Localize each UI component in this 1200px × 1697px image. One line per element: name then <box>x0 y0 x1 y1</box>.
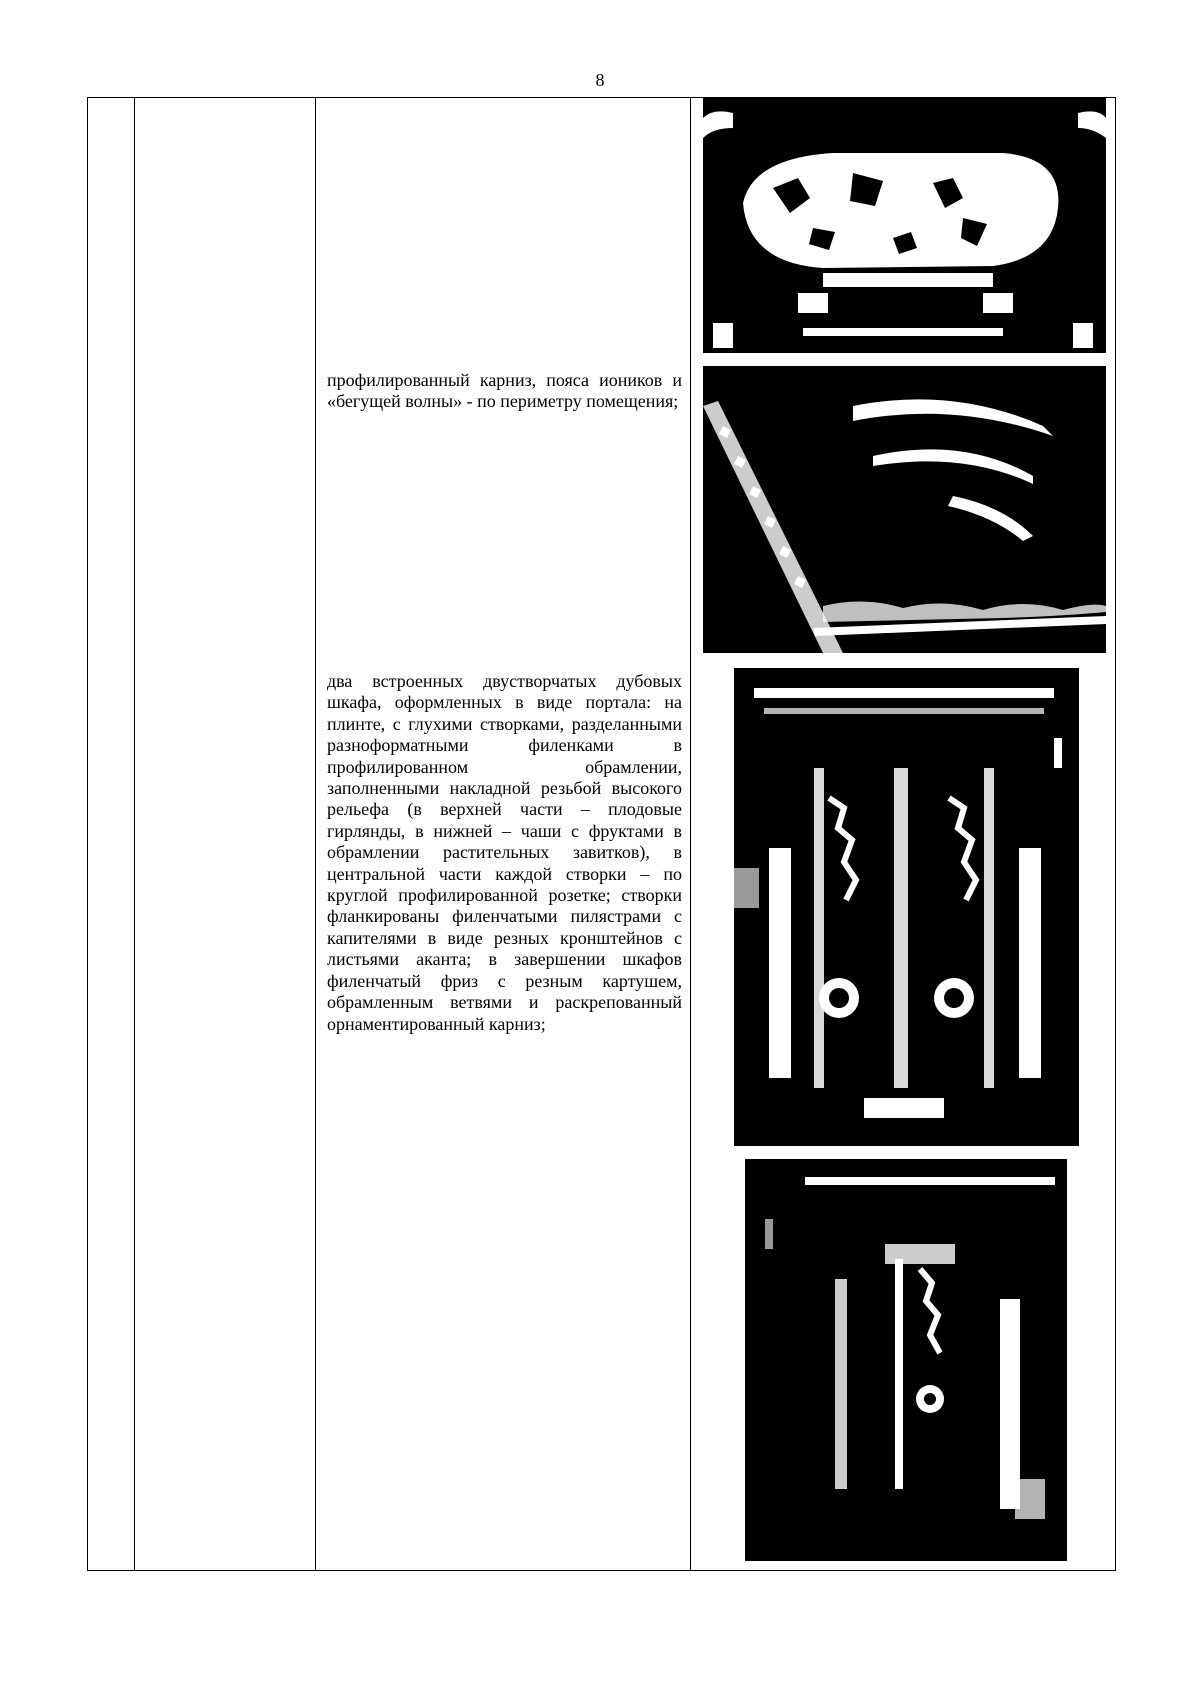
column-divider <box>690 98 691 1570</box>
column-divider <box>134 98 135 1570</box>
cornice-photo <box>703 366 1106 653</box>
description-cornice: профилированный карниз, пояса иоников и «бегущей волны» - по периметру помещения; <box>327 370 682 412</box>
description-table <box>87 97 1116 1571</box>
page-number: 8 <box>595 70 605 90</box>
ceiling-cartouche-photo <box>703 98 1106 353</box>
column-divider <box>315 98 316 1570</box>
description-cabinets: два встроенных двустворчатых дубовых шкафа, оформленных в виде портала: на плинте, с глухими створками, разделанными разноформатными филенками в профилированном обрамлении, заполненными накладной резьбой высокого рельефа (в верхней части – плодовые гирлянды, в нижней – чаши с фруктами в обрамлении растительных завитков), в центральной части каждой створки – по круглой профилированной розетке; створки фланкированы филенчатыми пилястрами с капителями в виде резных кронштейнов с листьями аканта; в завершении шкафов филенчатый фриз с резным картушем, обрамленным ветвями и раскрепованный орнаментированный карниз; <box>327 671 682 1034</box>
cabinet-side-photo <box>745 1159 1067 1561</box>
cabinet-front-photo <box>734 668 1079 1146</box>
